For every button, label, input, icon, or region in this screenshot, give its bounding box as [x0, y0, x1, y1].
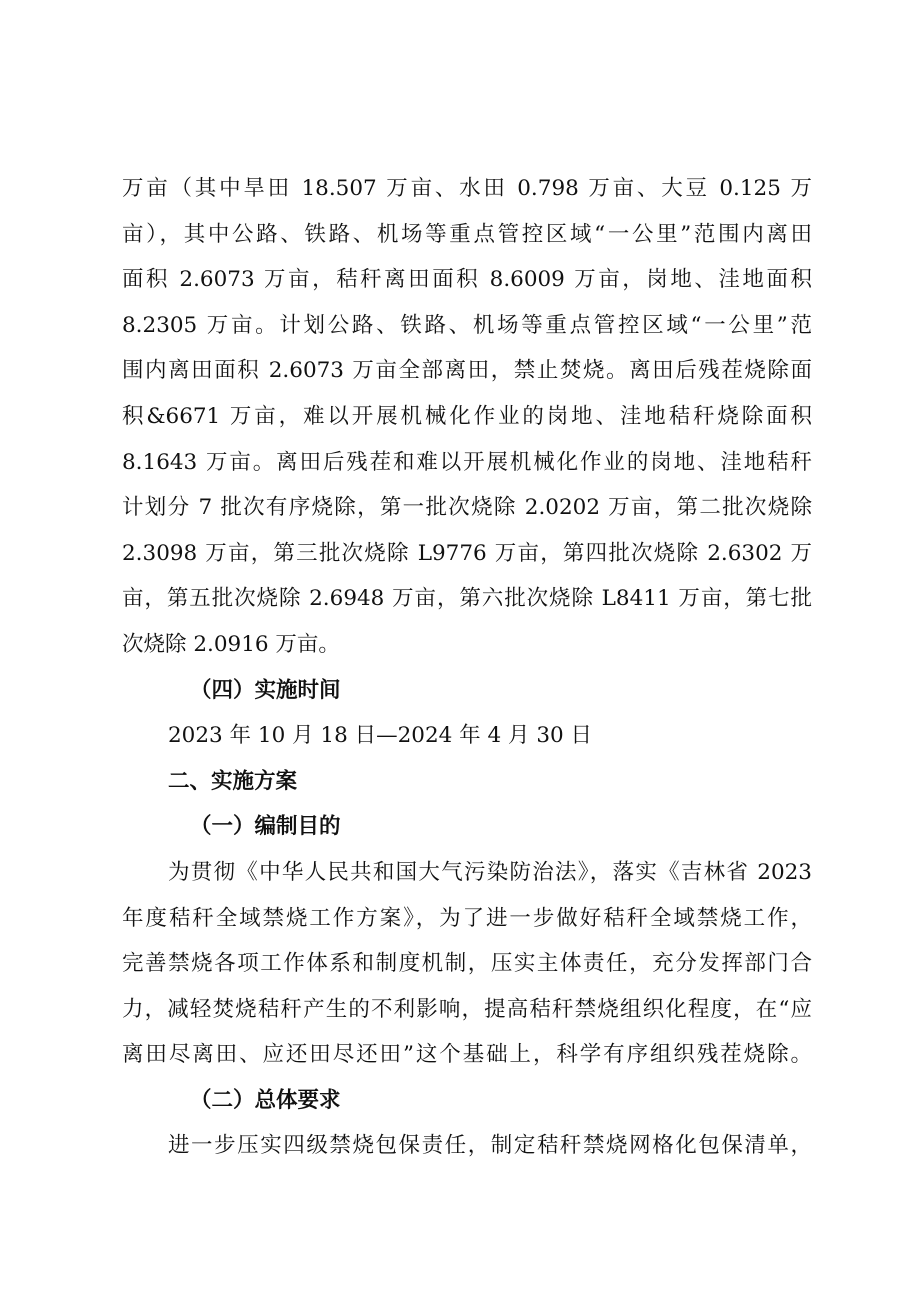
text-line: 年度秸秆全域禁烧工作方案》，为了进一步做好秸秆全域禁烧工作， — [122, 905, 812, 931]
document-body — [122, 166, 812, 1169]
text-line: 计划分 7 批次有序烧除，第一批次烧除 2.0202 万亩，第二批次烧除 — [122, 495, 812, 521]
section-heading-purpose: （一）编制目的 — [190, 814, 341, 840]
text-line: 为贯彻《中华人民共和国大气污染防治法》，落实《吉林省 2023 — [168, 859, 812, 885]
section-heading-plan: 二、实施方案 — [168, 768, 298, 794]
text-line: 积&6671 万亩，难以开展机械化作业的岗地、洼地秸秆烧除面积 — [122, 403, 812, 429]
text-line: 完善禁烧各项工作体系和制度机制，压实主体责任，充分发挥部门合 — [122, 951, 812, 977]
paragraph-purpose — [122, 850, 812, 1078]
section-heading-time: （四）实施时间 — [190, 677, 341, 703]
text-line: 次烧除 2.0916 万亩。 — [122, 631, 340, 657]
text-line: 8.2305 万亩。计划公路、铁路、机场等重点管控区域“一公里”范 — [122, 312, 812, 338]
paragraph-requirements — [122, 1123, 812, 1169]
text-line: 围内离田面积 2.6073 万亩全部离田，禁止焚烧。离田后残茬烧除面 — [122, 358, 812, 384]
time-range: 2023 年 10 月 18 日—2024 年 4 月 30 日 — [168, 723, 593, 749]
text-line: 离田尽离田、应还田尽还田”这个基础上，科学有序组织残茬烧除。 — [122, 1042, 812, 1068]
paragraph-area-statistics — [122, 166, 812, 668]
text-line: 8.1643 万亩。离田后残茬和难以开展机械化作业的岗地、洼地秸秆 — [122, 449, 812, 475]
text-line: 万亩（其中旱田 18.507 万亩、水田 0.798 万亩、大豆 0.125 万 — [122, 176, 812, 201]
text-line: 进一步压实四级禁烧包保责任，制定秸秆禁烧网格化包保清单， — [168, 1133, 812, 1159]
text-line: 力，减轻焚烧秸秆产生的不利影响，提高秸秆禁烧组织化程度，在“应 — [122, 996, 812, 1022]
text-line: 2.3098 万亩，第三批次烧除 L9776 万亩，第四批次烧除 2.6302 万 — [122, 540, 812, 566]
text-line: 面积 2.6073 万亩，秸秆离田面积 8.6009 万亩，岗地、洼地面积 — [122, 267, 812, 293]
text-line: 亩），其中公路、铁路、机场等重点管控区域“一公里”范围内离田 — [122, 221, 812, 247]
section-heading-requirements: （二）总体要求 — [190, 1087, 341, 1113]
text-line: 亩，第五批次烧除 2.6948 万亩，第六批次烧除 L8411 万亩，第七批 — [122, 586, 812, 612]
